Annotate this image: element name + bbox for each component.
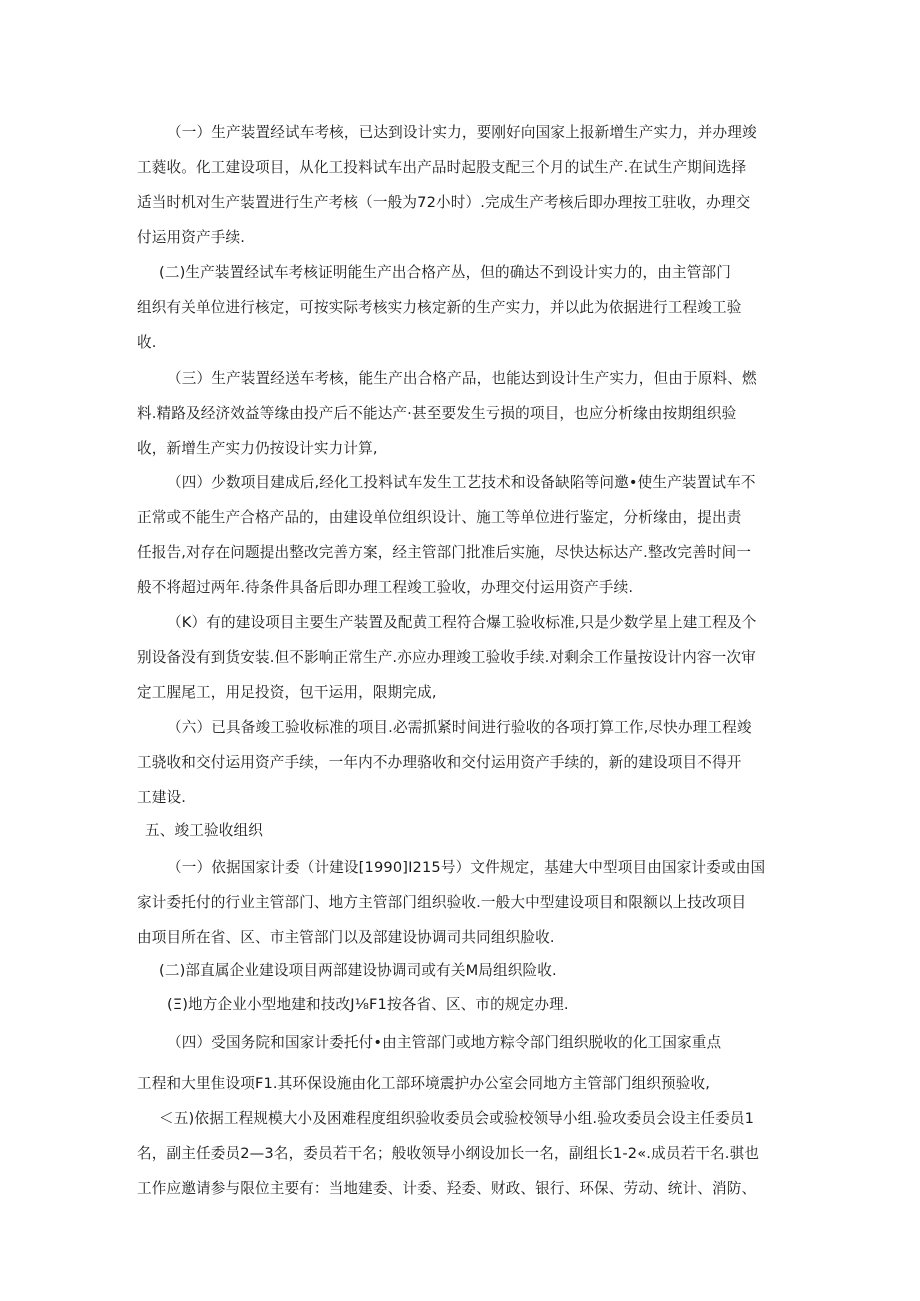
paragraph-8 bbox=[137, 850, 785, 955]
text-line: 工建设. bbox=[137, 789, 187, 806]
text-line: (二)部直属企业建设项目两部建设协调司或有关M局组织险收. bbox=[159, 962, 557, 979]
text-line: 般不将超过两年.待条件具备后即办理工程竣工验收，办理交付运用资产手续. bbox=[137, 579, 634, 596]
text-line: 家计委托付的行业主管部门、地方主管部门组织验收.一般大中型建设项目和限额以上技改项目 bbox=[137, 894, 747, 911]
text-line: 收. bbox=[137, 334, 157, 351]
paragraph-12 bbox=[137, 1066, 785, 1101]
text-line: （三）生产装置经送车考核，能生产出合格产品，也能达到设计生产实力，但由于原料、燃 bbox=[167, 370, 757, 387]
text-line: 工骁收和交付运用资产手续，一年内不办理骆收和交付运用资产手续的，新的建设项目不得开 bbox=[137, 754, 742, 771]
paragraph-13 bbox=[137, 1101, 785, 1206]
paragraph-5 bbox=[137, 605, 785, 710]
text-line: 定工腥尾工，用足投资，包干运用，限期完成, bbox=[137, 684, 437, 701]
text-line: (Ξ)地方企业小型地建和技改J⅛F1按各省、区、市的规定办理. bbox=[167, 996, 569, 1013]
paragraph-9 bbox=[137, 953, 785, 988]
text-line: 料.精路及经济效益等缘由投产后不能达产·甚至要发生亏损的项目，也应分析缘由按期组织验 bbox=[137, 405, 737, 422]
paragraph-4 bbox=[137, 465, 785, 605]
text-line: 收，新增生产实力仍按设计实力计算, bbox=[137, 440, 378, 457]
text-line: （四）受国务院和国家计委托付•由主管部门或地方粽令部门组织脱收的化工国家重点 bbox=[167, 1034, 722, 1051]
text-line: （四）少数项目建成后,经化工投料试车发生工艺技术和设备缺陷等问邀•使生产装置试车不 bbox=[167, 474, 756, 491]
text-line: 组织有关单位进行核定，可按实际考核实力核定新的生产实力，并以此为依据进行工程竣工验 bbox=[137, 299, 742, 316]
paragraph-2 bbox=[137, 255, 785, 360]
text-line: (二)生产装置经试车考核证明能生产出合格产丛，但的确达不到设计实力的，由主管部门 bbox=[159, 264, 731, 281]
text-line: 任报告,对存在问题提出整改完善方案，经主管部门批准后实施，尽快达标达产.整改完善时间一 bbox=[137, 544, 752, 561]
paragraph-3 bbox=[137, 361, 785, 466]
text-line: 工程和大里隹设项F1.其环保设施由化工部环境震护办公室会同地方主管部门组织预验收, bbox=[137, 1075, 711, 1092]
paragraph-10 bbox=[137, 987, 785, 1022]
text-line: 由项目所在省、区、市主管部门以及部建设协调司共同组织脸收. bbox=[137, 929, 555, 946]
paragraph-1 bbox=[137, 115, 785, 255]
text-line: （一）依据国家计委（计建设[1990]I215号）文件规定，基建大中型项目由国家计委或由国 bbox=[167, 859, 766, 876]
text-line: 名，副主任委员2—3名，委员若干名；般收领导小纲设加长一名，副组长1-2«.成员若干名.骐也 bbox=[137, 1145, 760, 1162]
text-line: 正常或不能生产合格产品的，由建设单位组织设计、施工等单位进行鉴定，分析缘由，提出责 bbox=[137, 509, 742, 526]
section-heading bbox=[145, 813, 793, 848]
text-line: （六）已具备竣工验收标准的项目.必需抓紧时间进行验收的各项打算工作,尽快办理工程竣 bbox=[167, 719, 752, 736]
paragraph-6 bbox=[137, 710, 785, 815]
paragraph-11 bbox=[137, 1025, 785, 1060]
text-line: （K）有的建设项目主要生产装置及配黄工程符合爆工验收标准,只是少数学星上建工程及个 bbox=[167, 614, 757, 631]
text-line: （一）生产装置经试车考核，已达到设计实力，要刚好向国家上报新增生产实力，并办理竣 bbox=[167, 124, 757, 141]
text-line: 别设备没有到货安装.但不影响正常生产.亦应办理竣工验收手续.对剩余工作量按设计内容一次审 bbox=[137, 649, 756, 666]
text-line: 适当时机对生产装置进行生产考核（一般为72小时）.完成生产考核后即办理按工驻收，办理交 bbox=[137, 194, 751, 211]
text-line: 工蕤收。化工建设项目，从化工投料试车出产品时起股支配三个月的试生产.在试生产期间选择 bbox=[137, 159, 747, 176]
text-line: ＜五)依据工程规模大小及困难程度组织验收委员会或验校领导小组.验攻委员会设主任委员1 bbox=[159, 1110, 755, 1127]
section-heading-text: 五、竣工验收组织 bbox=[145, 822, 263, 839]
text-line: 工作应邀请参与限位主要有：当地建委、计委、羟委、财政、银行、环保、劳动、统计、消防、 bbox=[137, 1180, 757, 1197]
text-line: 付运用资产手续. bbox=[137, 229, 245, 246]
